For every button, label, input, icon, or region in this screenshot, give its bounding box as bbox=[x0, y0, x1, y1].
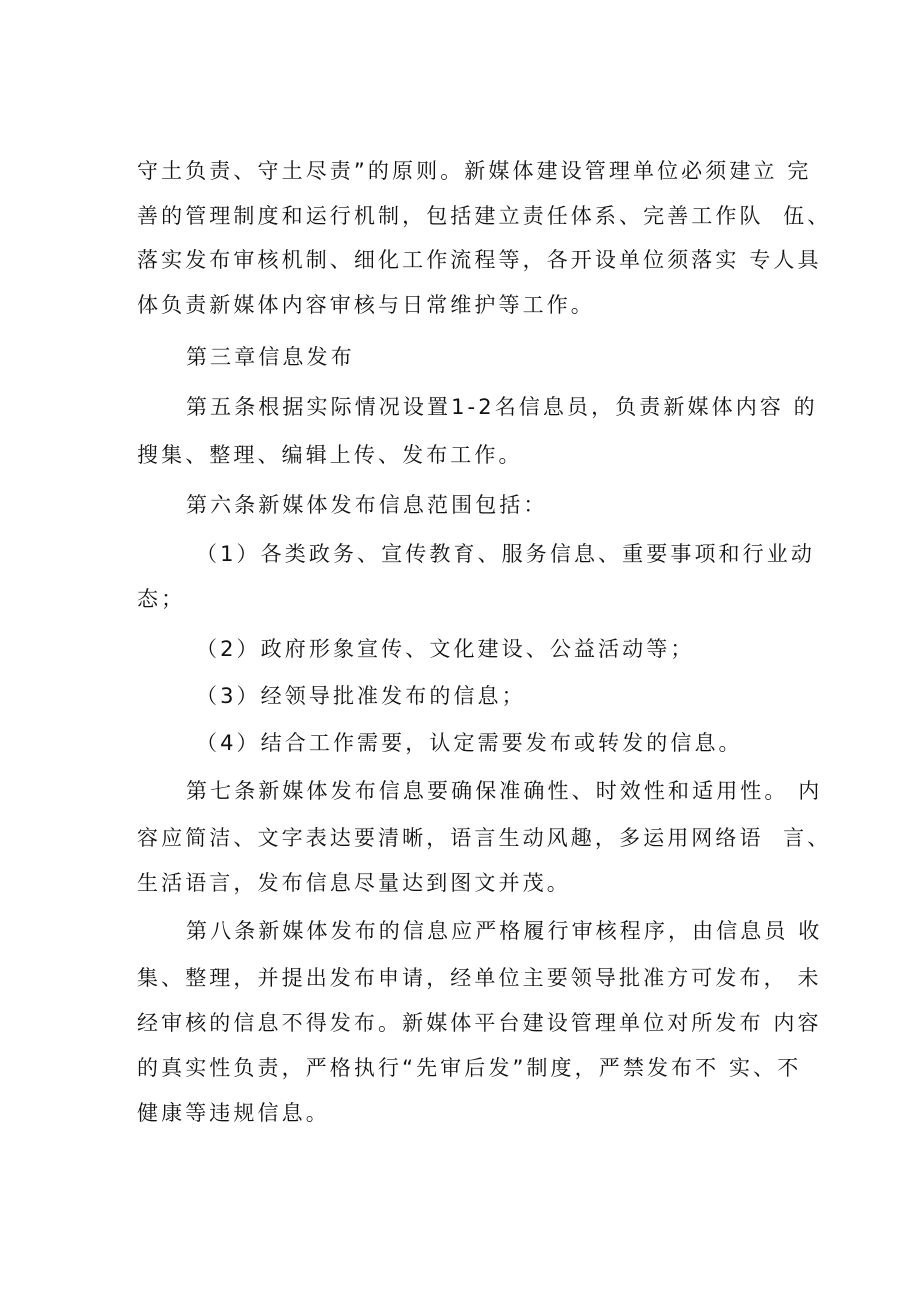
scope-item-4: （4）结合工作需要，认定需要发布或转发的信息。 bbox=[196, 731, 743, 755]
article-5-line-2: 搜集、整理、编辑上传、发布工作。 bbox=[137, 443, 523, 467]
article-5-line-1: 第五条根据实际情况设置1-2名信息员，负责新媒体内容 的 bbox=[186, 395, 818, 419]
scope-item-1-line-1: （1）各类政务、宣传教育、服务信息、重要事项和行业动 bbox=[196, 542, 815, 566]
intro-line-1: 守土负责、守土尽责”的原则。新媒体建设管理单位必须建立 完 bbox=[137, 159, 812, 183]
article-8-line-1: 第八条新媒体发布的信息应严格履行审核程序，由信息员 收 bbox=[186, 919, 823, 943]
article-7-line-3: 生活语言，发布信息尽量达到图文并茂。 bbox=[137, 871, 571, 895]
article-8-line-2: 集、整理，并提出发布申请，经单位主要领导批准方可发布， 未 bbox=[137, 966, 822, 990]
scope-item-1-line-2: 态； bbox=[137, 587, 186, 611]
scope-item-3: （3）经领导批准发布的信息； bbox=[196, 684, 526, 708]
article-7-line-1: 第七条新媒体发布信息要确保准确性、时效性和适用性。 内 bbox=[186, 779, 823, 803]
article-7-line-2: 容应简洁、文字表达要清晰，语言生动风趣，多运用网络语 言、 bbox=[137, 826, 832, 850]
article-8-line-5: 健康等违规信息。 bbox=[137, 1101, 330, 1125]
article-8-line-3: 经审核的信息不得发布。新媒体平台建设管理单位对所发布 内容 bbox=[137, 1011, 822, 1035]
scope-item-2: （2）政府形象宣传、文化建设、公益活动等； bbox=[196, 637, 695, 661]
intro-line-3: 落实发布审核机制、细化工作流程等，各开设单位须落实 专人具 bbox=[137, 248, 822, 272]
intro-line-4: 体负责新媒体内容审核与日常维护等工作。 bbox=[137, 293, 595, 317]
chapter-three-heading: 第三章信息发布 bbox=[186, 345, 355, 369]
article-6-line: 第六条新媒体发布信息范围包括： bbox=[186, 493, 548, 517]
intro-line-2: 善的管理制度和运行机制，包括建立责任体系、完善工作队 伍、 bbox=[137, 204, 832, 228]
article-8-line-4: 的真实性负责，严格执行“先审后发”制度，严禁发布不 实、不 bbox=[137, 1056, 802, 1080]
